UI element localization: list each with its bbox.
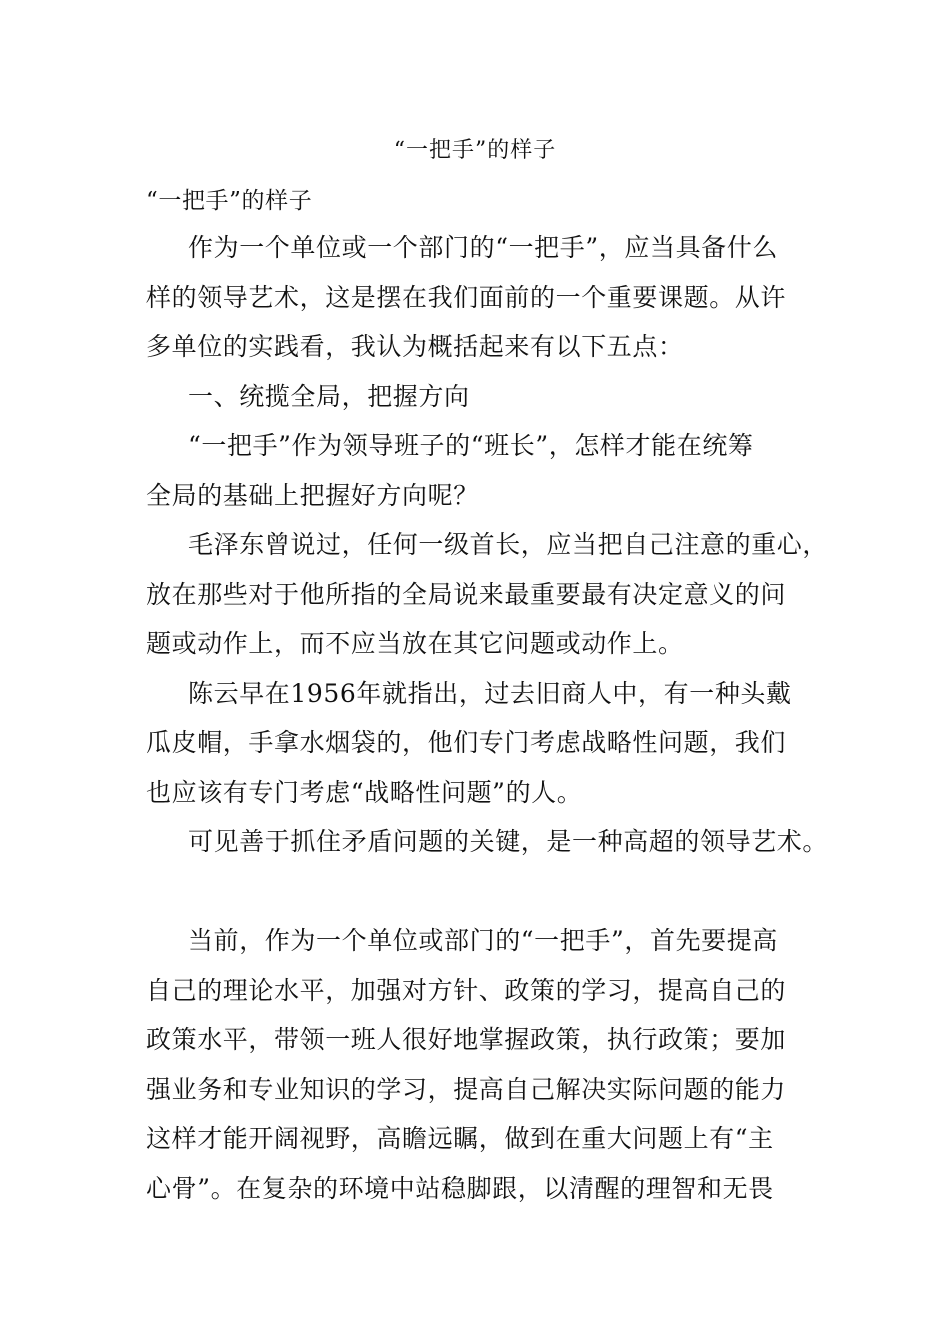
section-heading: 一、统揽全局，把握方向 — [188, 381, 470, 411]
body-line: 自己的理论水平，加强对方针、政策的学习，提高自己的 — [146, 975, 787, 1005]
body-line: 强业务和专业知识的学习，提高自己解决实际问题的能力 — [146, 1074, 787, 1104]
body-line: 题或动作上，而不应当放在其它问题或动作上。 — [146, 629, 684, 658]
body-line: 政策水平，带领一班人很好地掌握政策，执行政策；要加 — [146, 1025, 787, 1054]
body-line: 样的领导艺术，这是摆在我们面前的一个重要课题。从许 — [146, 282, 787, 312]
blank-line — [146, 867, 814, 917]
body-line: 陈云早在1956年就指出，过去旧商人中，有一种头戴 — [188, 678, 792, 708]
body-line: 这样才能开阔视野，高瞻远瞩，做到在重大问题上有“主 — [146, 1124, 774, 1153]
body-line: “一把手”作为领导班子的“班长”，怎样才能在统筹 — [188, 431, 754, 460]
document-body — [146, 183, 829, 1213]
body-line: 作为一个单位或一个部门的“一把手”，应当具备什么 — [188, 233, 778, 262]
body-line: 多单位的实践看，我认为概括起来有以下五点： — [146, 332, 684, 361]
body-line: 心骨”。在复杂的环境中站稳脚跟，以清醒的理智和无畏 — [146, 1173, 774, 1203]
body-line: 当前，作为一个单位或部门的“一把手”，首先要提高 — [188, 926, 778, 955]
body-line: 全局的基础上把握好方向呢？ — [146, 480, 479, 510]
document-title: “一把手”的样子 — [393, 138, 557, 163]
body-line: 放在那些对于他所指的全局说来最重要最有决定意义的问 — [146, 579, 787, 609]
body-line: 可见善于抓住矛盾问题的关键，是一种高超的领导艺术。 — [188, 827, 829, 856]
body-line: 也应该有专门考虑“战略性问题”的人。 — [146, 777, 583, 807]
body-line: 毛泽东曾说过，任何一级首长，应当把自己注意的重心， — [188, 530, 829, 559]
document-subtitle: “一把手”的样子 — [146, 188, 313, 214]
body-line: 瓜皮帽，手拿水烟袋的，他们专门考虑战略性问题，我们 — [146, 728, 787, 757]
